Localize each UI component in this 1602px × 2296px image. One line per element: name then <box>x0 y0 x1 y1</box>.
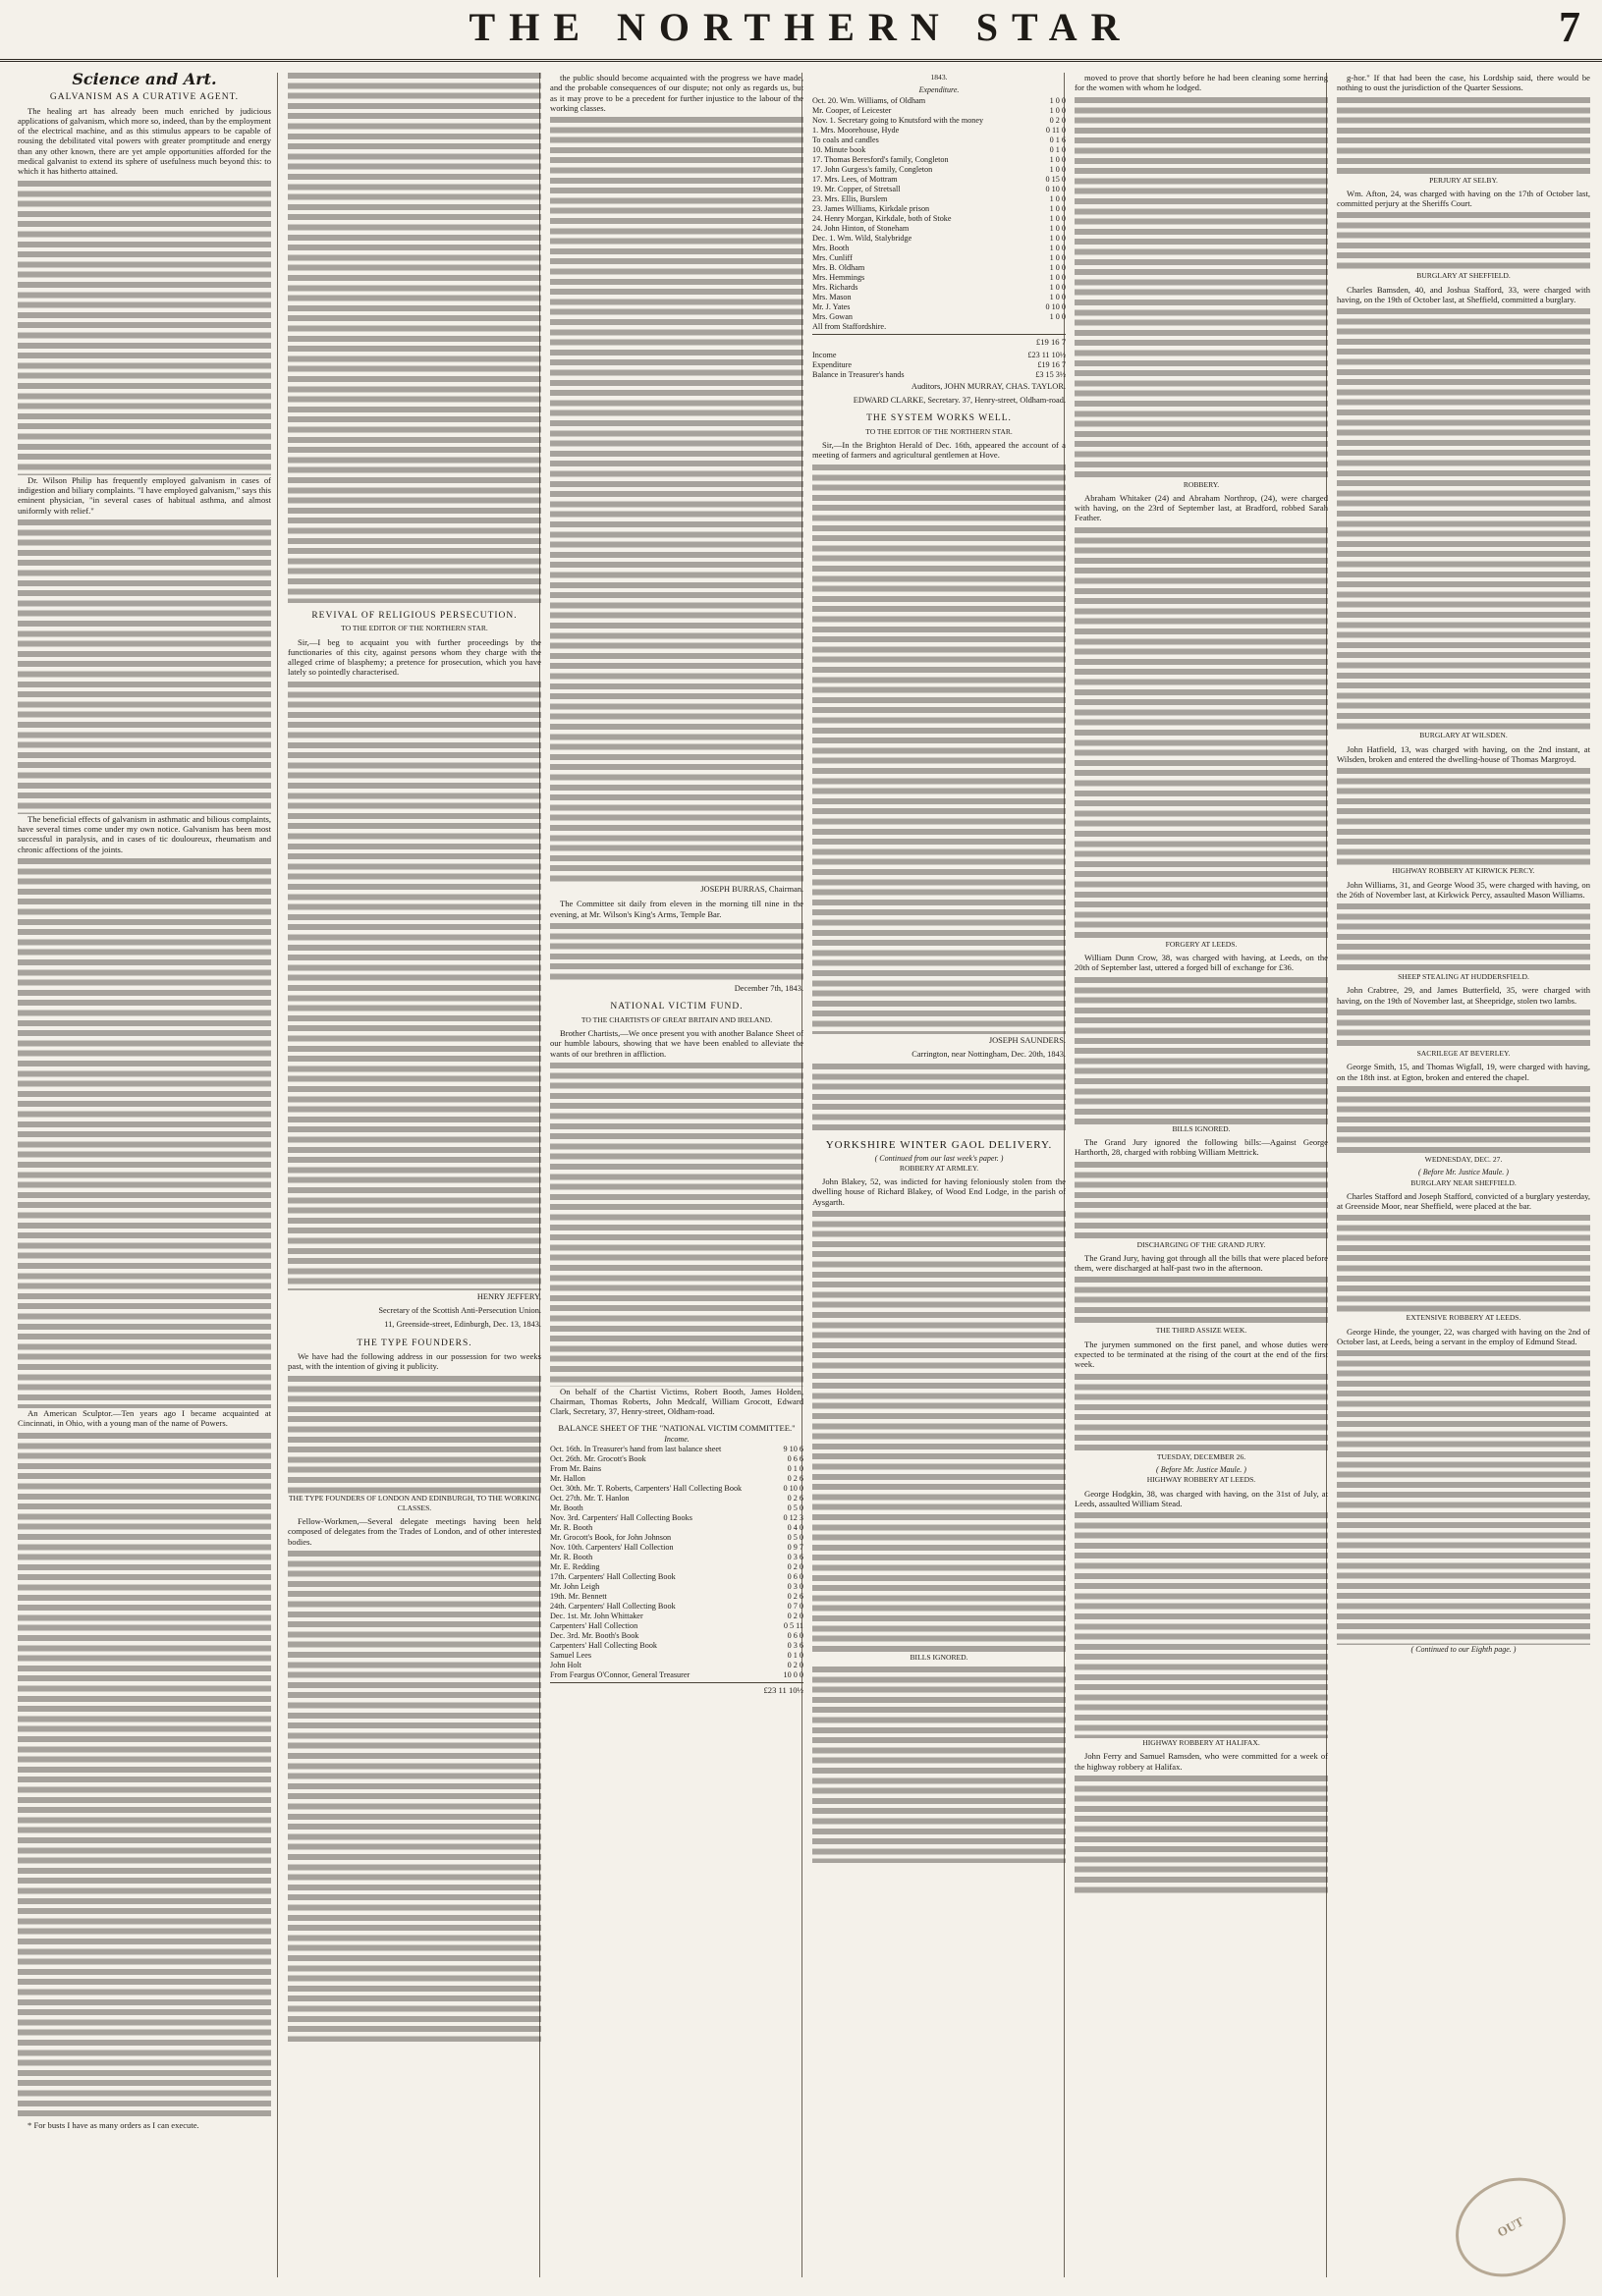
account-amount: 0 6 0 <box>787 1572 803 1582</box>
account-amount: 0 4 0 <box>787 1523 803 1533</box>
article-paragraph: Wm. Afton, 24, was charged with having on the 17th of October last, committed perjury at the Sheriffs Court. <box>1337 188 1590 209</box>
account-item: Oct. 26th. Mr. Grocott's Book <box>550 1454 646 1464</box>
account-row <box>812 351 1066 360</box>
account-amount: 9 10 6 <box>783 1445 803 1454</box>
signature-chair: JOSEPH BURRAS, Chairman. <box>700 885 803 895</box>
account-row <box>550 1582 803 1592</box>
account-row <box>550 1513 803 1523</box>
account-item: 17. John Gurgess's family, Congleton <box>812 164 933 174</box>
article-paragraph: An American Sculptor.—Ten years ago I became acquainted at Cincinnati, in Ohio, with a young man of the name of Powers. <box>18 1408 271 1429</box>
account-row <box>812 204 1066 214</box>
text-block <box>812 1064 1066 1132</box>
article-paragraph: George Hodgkin, 38, was charged with having, on the 31st of July, at Leeds, assaulted William Stead. <box>1075 1488 1328 1508</box>
account-item: Oct. 27th. Mr. T. Hanlon <box>550 1494 630 1503</box>
article-paragraph: Brother Chartists,—We once present you with another Balance Sheet of our humble labours, showing that we have been enabled to alleviate the wants of our brethren in affliction. <box>550 1027 803 1059</box>
account-amount: 0 1 0 <box>787 1651 803 1661</box>
account-item: 1. Mrs. Moorehouse, Hyde <box>812 125 900 135</box>
account-item: 24. Henry Morgan, Kirkdale, both of Stoke <box>812 213 952 223</box>
account-amount: £23 11 10½ <box>1027 350 1066 359</box>
case-heading: BURGLARY NEAR SHEFFIELD. <box>1410 1177 1517 1187</box>
article-paragraph: Sir,—In the Brighton Herald of Dec. 16th, appeared the account of a meeting of farmers and agricultural gentlemen at Hove. <box>812 440 1066 461</box>
account-item: Nov. 3rd. Carpenters' Hall Collecting Books <box>550 1513 692 1523</box>
account-amount: 0 2 0 <box>1049 115 1066 125</box>
text-block <box>288 1551 541 2042</box>
case-heading: BURGLARY AT WILSDEN. <box>1419 731 1508 740</box>
account-amount: 1 0 0 <box>1049 233 1066 243</box>
article-subheading: TO THE CHARTISTS OF GREAT BRITAIN AND IRELAND. <box>580 1014 773 1024</box>
article-paragraph: Charles Stafford and Joseph Stafford, convicted of a burglary yesterday, at Greenside Moor, near Sheffield, were placed at the bar. <box>1337 1190 1590 1212</box>
account-row <box>550 1553 803 1562</box>
account-row <box>812 224 1066 234</box>
account-row <box>550 1445 803 1454</box>
balance-summary <box>812 351 1066 380</box>
account-item: From Mr. Bains <box>550 1464 602 1474</box>
account-item: Mr. Cooper, of Leicester <box>812 105 892 115</box>
case-heading: SHEEP STEALING AT HUDDERSFIELD. <box>1398 972 1529 982</box>
continued-note: ( Continued to our Eighth page. ) <box>1410 1645 1517 1655</box>
account-amount: 0 6 6 <box>787 1454 803 1464</box>
column-2 <box>288 73 541 2277</box>
text-block <box>812 465 1066 1034</box>
account-amount <box>1015 322 1066 332</box>
account-amount: 1 0 0 <box>1049 311 1066 321</box>
article-paragraph: John Blakey, 52, was indicted for having feloniously stolen from the dwelling house of Richard Blakey, of Wood End Lodge, in the parish of Aysgarth. <box>812 1176 1066 1207</box>
newspaper-title: THE NORTHERN STAR <box>469 5 1133 49</box>
article-paragraph: g-hor." If that had been the case, his Lordship said, there would be nothing to oust the jurisdiction of the Quarter Sessions. <box>1337 73 1590 93</box>
account-amount: 1 0 0 <box>1049 292 1066 301</box>
income-total: £23 11 10½ <box>550 1682 803 1695</box>
article-paragraph: The jurymen summoned on the first panel, and whose duties were expected to be terminated at the rising of the court at the end of the first week. <box>1075 1339 1328 1370</box>
account-row <box>550 1621 803 1631</box>
text-block <box>1337 1010 1590 1049</box>
article-date: December 7th, 1843. <box>734 984 803 994</box>
account-item: Mr. J. Yates <box>812 301 851 311</box>
article-paragraph: the public should become acquainted with the progress we have made, and the probable consequences of our dispute; not only as regards us, but as it may prove to be a precedent for further injustice to the labour of the working classes. <box>550 73 803 113</box>
case-heading: HIGHWAY ROBBERY AT KIRWICK PERCY. <box>1392 866 1535 876</box>
account-row <box>812 136 1066 145</box>
account-row <box>550 1543 803 1553</box>
account-row <box>550 1641 803 1651</box>
account-row <box>812 283 1066 293</box>
article-paragraph: John Ferry and Samuel Ramsden, who were committed for a week of the highway robbery at Halifax. <box>1075 1751 1328 1772</box>
account-amount: 0 10 0 <box>1045 184 1066 193</box>
case-heading: PERJURY AT SELBY. <box>1429 175 1498 185</box>
judge-line: ( Before Mr. Justice Maule. ) <box>1156 1464 1246 1474</box>
account-item: All from Staffordshire. <box>812 321 887 331</box>
account-amount: 1 0 0 <box>1049 252 1066 262</box>
text-block <box>1337 308 1590 731</box>
case-heading: BILLS IGNORED. <box>910 1653 968 1663</box>
day-heading: WEDNESDAY, DEC. 27. <box>1424 1154 1503 1164</box>
income-table <box>550 1445 803 1680</box>
text-block <box>550 923 803 982</box>
column-6 <box>1337 73 1590 2277</box>
account-amount: 0 2 0 <box>787 1661 803 1670</box>
account-row <box>550 1602 803 1612</box>
account-row <box>550 1464 803 1474</box>
signature-role: Secretary of the Scottish Anti-Persecution Union. <box>378 1306 541 1316</box>
account-row <box>812 293 1066 302</box>
article-paragraph: We have had the following address in our possession for two weeks past, with the intention of giving it publicity. <box>288 1350 541 1372</box>
account-item: Oct. 16th. In Treasurer's hand from last balance sheet <box>550 1445 722 1454</box>
account-row <box>550 1592 803 1602</box>
account-item: Mr. Booth <box>550 1503 583 1513</box>
text-block <box>288 682 541 1290</box>
account-item: Mrs. Richards <box>812 282 858 292</box>
account-item: Nov. 10th. Carpenters' Hall Collection <box>550 1543 674 1553</box>
column-5 <box>1075 73 1328 2277</box>
account-amount: 0 1 0 <box>787 1464 803 1474</box>
account-year: 1843. <box>930 73 948 82</box>
account-item: Carpenters' Hall Collecting Book <box>550 1641 658 1651</box>
text-block <box>1075 97 1328 480</box>
account-row <box>812 360 1066 370</box>
account-item: Balance in Treasurer's hands <box>812 369 905 379</box>
committee-signatures: On behalf of the Chartist Victims, Robert Booth, James Holden, Chairman, Thomas Roberts, John Medcalf, William Grocott, Edward Clark, Secretary, 37, Henry-street, Oldham-road. <box>550 1386 803 1417</box>
account-row <box>812 244 1066 253</box>
account-row <box>812 263 1066 273</box>
auditors: Auditors, JOHN MURRAY, CHAS. TAYLOR. <box>911 381 1066 391</box>
text-block <box>1075 977 1328 1124</box>
account-amount: 0 3 0 <box>787 1582 803 1592</box>
account-item: Oct. 20. Wm. Williams, of Oldham <box>812 95 926 105</box>
account-row <box>550 1661 803 1670</box>
text-block <box>1337 1350 1590 1645</box>
account-amount: 0 3 6 <box>787 1553 803 1562</box>
article-heading: NATIONAL VICTIM FUND. <box>610 1002 744 1012</box>
section-title: Science and Art. <box>72 73 217 88</box>
article-paragraph: John Crabtree, 29, and James Butterfield, 35, were charged with having, on the 19th of November last, at Sheepridge, stolen two lambs. <box>1337 985 1590 1006</box>
article-paragraph: Fellow-Workmen,—Several delegate meetings having been held composed of delegates from the Trades of London, and of other interested bodies. <box>288 1516 541 1547</box>
account-amount: 0 9 7 <box>787 1543 803 1553</box>
account-item: 19. Mr. Copper, of Stretsall <box>812 184 901 193</box>
account-item: 17th. Carpenters' Hall Collecting Book <box>550 1572 676 1582</box>
text-block <box>18 181 271 475</box>
text-block <box>1075 1277 1328 1326</box>
account-item: Oct. 30th. Mr. T. Roberts, Carpenters' Hall Collecting Book <box>550 1484 743 1494</box>
account-row <box>550 1670 803 1680</box>
case-heading: DISCHARGING OF THE GRAND JURY. <box>1136 1239 1266 1249</box>
text-block <box>1075 1374 1328 1452</box>
article-paragraph: Sir,—I beg to acquaint you with further proceedings by the functionaries of this city, against persons whom they charge with the alleged crime of blasphemy; a pretence for prosecution, which you have lately so pointedly characterised. <box>288 636 541 678</box>
account-amount: 0 15 0 <box>1045 174 1066 184</box>
day-heading: TUESDAY, DECEMBER 26. <box>1156 1451 1246 1461</box>
account-row <box>550 1474 803 1484</box>
case-heading: HIGHWAY ROBBERY AT LEEDS. <box>1146 1475 1256 1485</box>
case-heading: ROBBERY AT ARMLEY. <box>899 1163 979 1173</box>
account-amount: 1 0 0 <box>1049 223 1066 233</box>
article-heading: REVIVAL OF RELIGIOUS PERSECUTION. <box>311 611 518 621</box>
article-paragraph: Charles Bamsden, 40, and Joshua Stafford, 33, were charged with having, on the 19th of October last, at Sheffield, committed a burglary. <box>1337 284 1590 305</box>
article-paragraph: Dr. Wilson Philip has frequently employed galvanism in cases of indigestion and biliary complaints. "I have employed galvanism," says this eminent physician, "in several cases of habitual asthma, and almost uniformly with relief." <box>18 474 271 516</box>
account-item: Mrs. Mason <box>812 292 852 301</box>
account-row <box>812 106 1066 116</box>
account-row <box>550 1572 803 1582</box>
account-row <box>812 96 1066 106</box>
account-amount: 0 10 0 <box>1045 301 1066 311</box>
article-paragraph: The Committee sit daily from eleven in the morning till nine in the evening, at Mr. Wilson's King's Arms, Temple Bar. <box>550 899 803 919</box>
library-stamp: OUT <box>1438 2159 1582 2295</box>
article-heading: YORKSHIRE WINTER GAOL DELIVERY. <box>825 1139 1053 1152</box>
account-amount: 0 2 6 <box>787 1494 803 1503</box>
secretary: EDWARD CLARKE, Secretary. 37, Henry-street, Oldham-road. <box>853 396 1066 406</box>
article-paragraph: John Williams, 31, and George Wood 35, were charged with having, on the 26th of November last, at Kirkwick Percy, assaulted Mason Williams. <box>1337 879 1590 900</box>
text-block <box>288 1376 541 1494</box>
account-item: Mrs. Gowan <box>812 311 853 321</box>
text-block <box>550 117 803 883</box>
account-row <box>812 145 1066 155</box>
account-item: Mr. E. Redding <box>550 1562 600 1572</box>
masthead <box>0 0 1602 62</box>
account-amount: 1 0 0 <box>1049 154 1066 164</box>
account-item: 17. Thomas Beresford's family, Congleton <box>812 154 949 164</box>
income-label: Income. <box>664 1435 690 1445</box>
account-row <box>812 273 1066 283</box>
account-amount: 1 0 0 <box>1049 272 1066 282</box>
expenditure-total: £19 16 7 <box>812 334 1066 347</box>
text-block <box>18 1433 271 2120</box>
account-amount: 1 0 0 <box>1049 213 1066 223</box>
column-3 <box>550 73 803 2277</box>
account-item: Expenditure <box>812 359 853 369</box>
account-amount: 1 0 0 <box>1049 282 1066 292</box>
account-amount: 0 3 6 <box>787 1641 803 1651</box>
account-amount: 0 5 0 <box>787 1533 803 1543</box>
signature-sender: JOSEPH SAUNDERS. <box>988 1035 1066 1045</box>
account-amount: 0 5 11 <box>783 1621 803 1631</box>
account-amount: 0 2 0 <box>787 1612 803 1621</box>
signature-place: 11, Greenside-street, Edinburgh, Dec. 13, 1843. <box>384 1320 541 1330</box>
case-heading: HIGHWAY ROBBERY AT HALIFAX. <box>1142 1738 1260 1748</box>
account-amount: 1 0 0 <box>1049 243 1066 252</box>
text-block <box>1337 212 1590 271</box>
account-item: To coals and candles <box>812 135 879 144</box>
account-amount: 0 1 0 <box>1049 144 1066 154</box>
article-paragraph: William Dunn Crow, 38, was charged with having, at Leeds, on the 20th of September last, uttered a forged bill of exchange for £36. <box>1075 953 1328 973</box>
text-block <box>1337 1086 1590 1155</box>
account-item: Mrs. Cunliff <box>812 252 853 262</box>
article-paragraph: Abraham Whitaker (24) and Abraham Northrop, (24), were charged with having, on the 23rd of September last, at Bradford, robbed Sarah Feather. <box>1075 492 1328 523</box>
article-paragraph: George Hinde, the younger, 22, was charged with having on the 2nd of October last, at Leeds, being a servant in the employ of Edmund Stead. <box>1337 1326 1590 1347</box>
account-amount: 0 10 0 <box>783 1484 803 1494</box>
account-item: Dec. 1. Wm. Wild, Stalybridge <box>812 233 912 243</box>
account-amount: 0 11 0 <box>1045 125 1066 135</box>
expenditure-label: Expenditure. <box>918 85 960 95</box>
text-block <box>812 1211 1066 1653</box>
article-subheading: TO THE EDITOR OF THE NORTHERN STAR. <box>341 624 488 633</box>
case-heading: EXTENSIVE ROBBERY AT LEEDS. <box>1406 1313 1521 1323</box>
columns <box>18 73 1590 2277</box>
account-row <box>812 116 1066 126</box>
account-row <box>812 175 1066 185</box>
account-amount: 1 0 0 <box>1049 164 1066 174</box>
account-row <box>812 370 1066 380</box>
account-amount: 0 2 6 <box>787 1592 803 1602</box>
case-heading: BURGLARY AT SHEFFIELD. <box>1416 271 1511 281</box>
account-amount: 0 12 3 <box>783 1513 803 1523</box>
signature-place: Carrington, near Nottingham, Dec. 20th, 1843. <box>911 1049 1066 1059</box>
article-subheading: TO THE EDITOR OF THE NORTHERN STAR. <box>865 426 1013 436</box>
account-item: Income <box>812 350 837 359</box>
account-row <box>812 194 1066 204</box>
account-item: Mr. R. Booth <box>550 1553 593 1562</box>
text-block <box>1075 1512 1328 1738</box>
judge-line: ( Before Mr. Justice Maule. ) <box>1418 1168 1509 1177</box>
balance-sheet-title: BALANCE SHEET OF THE "NATIONAL VICTIM COMMITTEE." <box>558 1422 796 1433</box>
article-heading: THE SYSTEM WORKS WELL. <box>866 413 1012 424</box>
account-item: Mr. R. Booth <box>550 1523 593 1533</box>
text-block <box>1337 768 1590 866</box>
article-subheading: ( Continued from our last week's paper. ) <box>874 1153 1004 1163</box>
account-item: 19th. Mr. Bennett <box>550 1592 607 1602</box>
case-heading: BILLS IGNORED. <box>1172 1123 1231 1133</box>
text-block <box>18 519 271 814</box>
text-block <box>1337 97 1590 176</box>
account-row <box>812 155 1066 165</box>
account-row <box>812 302 1066 312</box>
account-item: Dec. 3rd. Mr. Booth's Book <box>550 1631 639 1641</box>
account-row <box>550 1484 803 1494</box>
account-row <box>550 1651 803 1661</box>
text-block <box>288 73 541 603</box>
account-row <box>550 1562 803 1572</box>
account-row <box>550 1533 803 1543</box>
column-4 <box>812 73 1066 2277</box>
article-paragraph: George Smith, 15, and Thomas Wigfall, 19, were charged with having, on the 18th inst. at Egton, broken and entered the chapel. <box>1337 1062 1590 1082</box>
text-block <box>1075 1776 1328 1893</box>
account-item: Mr. Hallon <box>550 1474 585 1484</box>
account-row <box>812 126 1066 136</box>
text-block <box>18 858 271 1408</box>
case-heading: SACRILEGE AT BEVERLEY. <box>1416 1049 1511 1059</box>
account-item: 23. James Williams, Kirkdale prison <box>812 203 930 213</box>
account-amount: 0 7 0 <box>787 1602 803 1612</box>
text-block <box>812 1667 1066 1863</box>
article-paragraph: John Hatfield, 13, was charged with having, on the 2nd instant, at Wilsden, broken and entered the dwelling-house of Thomas Margroyd. <box>1337 743 1590 764</box>
account-item: Mrs. B. Oldham <box>812 262 865 272</box>
article-paragraph: The healing art has already been much enriched by judicious applications of galvanism, which more so, indeed, than by the employment of the electrical machine, and as this stimulus appears to be capable of rousing the debilitated vital powers with greater promptitude and energy than any other known, there are yet ample opportunities afforded for the medical galvanist to extend its sphere of usefulness much beyond this: to which it has hitherto attained. <box>18 105 271 177</box>
account-item: 10. Minute book <box>812 144 866 154</box>
account-row <box>550 1523 803 1533</box>
account-row <box>550 1503 803 1513</box>
account-item: 24th. Carpenters' Hall Collecting Book <box>550 1602 676 1612</box>
article-heading: GALVANISM AS A CURATIVE AGENT. <box>49 92 240 103</box>
article-paragraph: moved to prove that shortly before he had been cleaning some herring for the women with whom he lodged. <box>1075 73 1328 93</box>
account-item: From Feargus O'Connor, General Treasurer <box>550 1670 691 1680</box>
account-amount: 1 0 0 <box>1049 95 1066 105</box>
case-heading: THE THIRD ASSIZE WEEK. <box>1155 1326 1247 1336</box>
account-amount: £3 15 3½ <box>1035 369 1066 379</box>
account-item: Mrs. Booth <box>812 243 850 252</box>
account-amount: 0 5 0 <box>787 1503 803 1513</box>
account-row <box>812 165 1066 175</box>
page-number: 7 <box>1559 3 1580 51</box>
account-amount: 0 6 0 <box>787 1631 803 1641</box>
account-row <box>812 234 1066 244</box>
text-block <box>1337 1215 1590 1313</box>
account-amount: 1 0 0 <box>1049 193 1066 203</box>
account-item: Carpenters' Hall Collection <box>550 1621 638 1631</box>
account-item: 17. Mrs. Lees, of Mottram <box>812 174 898 184</box>
account-item: Mr. John Leigh <box>550 1582 600 1592</box>
account-row <box>812 185 1066 194</box>
account-row <box>812 253 1066 263</box>
account-row <box>550 1612 803 1621</box>
column-1 <box>18 73 271 2277</box>
case-heading: ROBBERY. <box>1183 479 1220 489</box>
account-amount: 1 0 0 <box>1049 203 1066 213</box>
account-amount: 0 2 0 <box>787 1562 803 1572</box>
footnote: * For busts I have as many orders as I can execute. <box>28 2119 199 2130</box>
account-item: Samuel Lees <box>550 1651 592 1661</box>
account-row <box>550 1631 803 1641</box>
text-block <box>550 1063 803 1387</box>
account-row <box>550 1494 803 1503</box>
account-amount: £19 16 7 <box>1037 359 1066 369</box>
text-block <box>1075 527 1328 940</box>
account-item: John Holt <box>550 1661 582 1670</box>
account-item: Mrs. Hemmings <box>812 272 865 282</box>
text-block <box>1337 903 1590 972</box>
account-row <box>812 214 1066 224</box>
article-paragraph: The Grand Jury ignored the following bills:—Against George Harthorth, 28, charged with robbing William Mettrick. <box>1075 1136 1328 1158</box>
article-paragraph: The beneficial effects of galvanism in asthmatic and bilious complaints, have several times come under my own notice. Galvanism has been most successful in paralysis, and in cases of tic douloureux, rheumatism and chronic affections of the joints. <box>18 813 271 854</box>
account-item: Nov. 1. Secretary going to Knutsford with the money <box>812 115 984 125</box>
article-subheading: THE TYPE FOUNDERS OF LONDON AND EDINBURGH, TO THE WORKING CLASSES. <box>288 1493 541 1512</box>
expenditure-table <box>812 96 1066 332</box>
account-row <box>812 322 1066 332</box>
signature-name: HENRY JEFFERY, <box>476 1291 541 1301</box>
account-amount: 1 0 0 <box>1049 262 1066 272</box>
text-block <box>1075 1162 1328 1240</box>
article-paragraph: The Grand Jury, having got through all the bills that were placed before them, were discharged at half-past two in the afternoon. <box>1075 1252 1328 1274</box>
account-row <box>812 312 1066 322</box>
account-amount: 0 2 6 <box>787 1474 803 1484</box>
account-item: 24. John Hinton, of Stoneham <box>812 223 910 233</box>
article-heading: THE TYPE FOUNDERS. <box>357 1338 472 1348</box>
case-heading: FORGERY AT LEEDS. <box>1165 939 1238 949</box>
account-item: Mr. Grocott's Book, for John Johnson <box>550 1533 672 1543</box>
account-amount: 0 1 6 <box>1049 135 1066 144</box>
account-item: 23. Mrs. Ellis, Burslem <box>812 193 888 203</box>
account-item: Dec. 1st. Mr. John Whittaker <box>550 1612 643 1621</box>
account-row <box>550 1454 803 1464</box>
account-amount: 10 0 0 <box>783 1670 803 1680</box>
account-amount: 1 0 0 <box>1049 105 1066 115</box>
